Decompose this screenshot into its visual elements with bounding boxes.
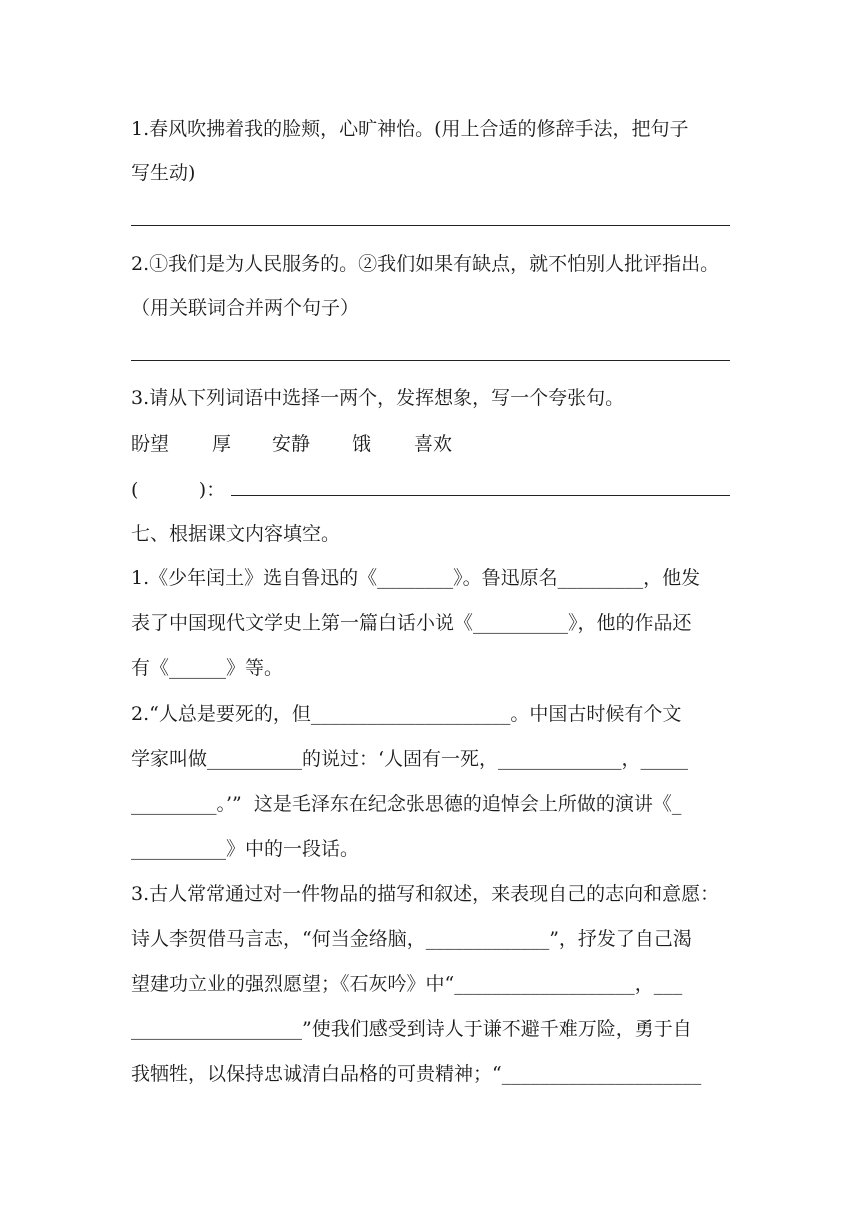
q2-answer-line[interactable] xyxy=(131,360,730,361)
q2-line-2: （用关联词合并两个句子） xyxy=(131,297,360,319)
s7-item2-line-1: 2.“人总是要死的，但_____________________。中国古时候有个文 xyxy=(131,703,682,725)
q3-word: 喜欢 xyxy=(414,433,453,455)
section-7-title: 七、根据课文内容填空。 xyxy=(131,523,341,545)
s7-item2-line-3: _________。’” 这是毛泽东在纪念张思德的追悼会上所做的演讲《_ xyxy=(131,793,682,815)
q3-line-1: 3.请从下列词语中选择一两个，发挥想象，写一个夸张句。 xyxy=(131,387,625,409)
s7-item2-line-4: __________》中的一段话。 xyxy=(131,838,360,860)
q1-line-2: 写生动) xyxy=(131,162,196,184)
s7-item3-line-5: 我牺牲，以保持忠诚清白品格的可贵精神；“_____________________ xyxy=(131,1063,702,1085)
s7-item2-line-2: 学家叫做__________的说过：‘人固有一死，_____________，_____ xyxy=(131,748,689,770)
q1-line-1: 1.春风吹拂着我的脸颊，心旷神怡。(用上合适的修辞手法，把句子 xyxy=(131,118,689,140)
s7-item3-line-2: 诗人李贺借马言志，“何当金络脑，_____________”，抒发了自己渴 xyxy=(131,928,692,950)
q2-line-1: 2.①我们是为人民服务的。②我们如果有缺点，就不怕别人批评指出。 xyxy=(131,253,720,275)
s7-item3-line-3: 望建功立业的强烈愿望；《石灰吟》中“___________________，___ xyxy=(131,973,683,995)
q3-word: 饿 xyxy=(352,433,372,455)
q3-word: 厚 xyxy=(212,433,232,455)
s7-item1-line-2: 表了中国现代文学史上第一篇白话小说《__________》，他的作品还 xyxy=(131,612,692,634)
q3-word: 安静 xyxy=(272,433,311,455)
s7-item1-line-3: 有《______》等。 xyxy=(131,657,284,679)
q3-answer-prefix: ( )： xyxy=(131,479,226,501)
s7-item1-line-1: 1.《少年闰土》选自鲁迅的《________》。鲁迅原名_________，他发 xyxy=(131,567,701,589)
s7-item3-line-4: __________________”使我们感受到诗人于谦不避千难万险，勇于自 xyxy=(131,1018,692,1040)
s7-item3-line-1: 3.古人常常通过对一件物品的描写和叙述，来表现自己的志向和意愿： xyxy=(131,883,720,905)
q3-answer-line[interactable] xyxy=(231,495,730,496)
q1-answer-line[interactable] xyxy=(131,225,730,226)
q3-word: 盼望 xyxy=(131,433,170,455)
